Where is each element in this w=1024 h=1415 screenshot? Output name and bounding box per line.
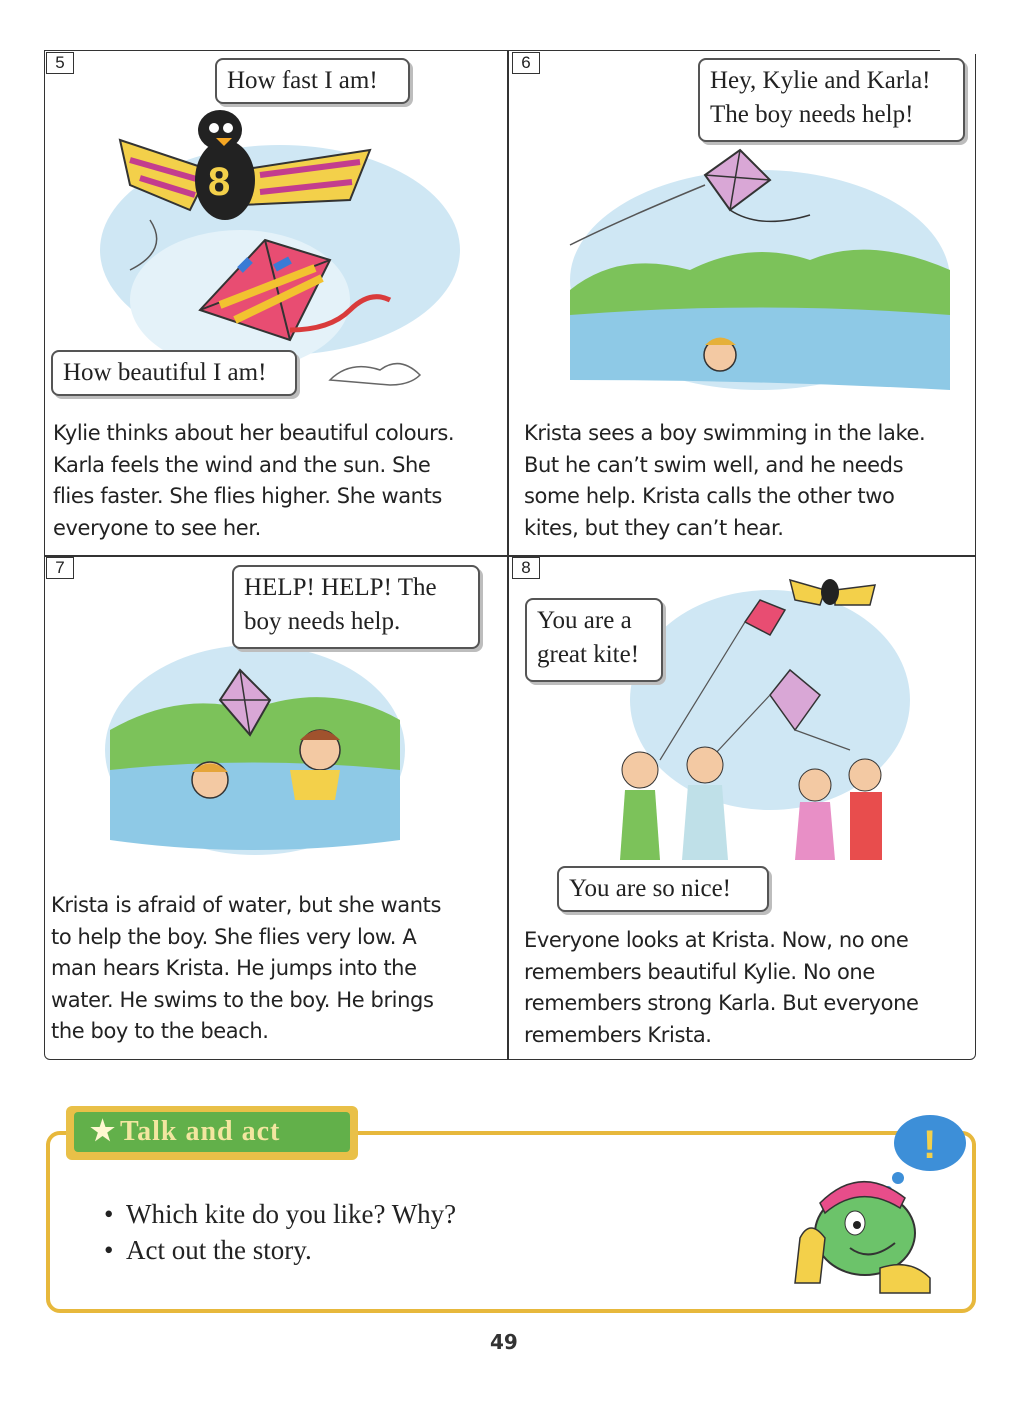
panel-number-5: 5 <box>46 52 74 74</box>
panel-7-caption <box>51 890 441 1048</box>
caption-line: the boy to the beach. <box>51 1019 269 1043</box>
speech-text: HELP! HELP! The <box>244 574 437 601</box>
caption-line: Krista sees a boy swimming in the lake. <box>524 421 926 445</box>
top-edge-fade <box>940 40 1024 54</box>
svg-text:8: 8 <box>208 160 231 204</box>
boy-in-water-icon <box>192 762 228 798</box>
talk-and-act-title: Talk and act <box>120 1116 281 1147</box>
speech-text: boy needs help. <box>244 608 401 635</box>
panel-number-7: 7 <box>46 557 74 579</box>
caption-line: Everyone looks at Krista. Now, no one <box>524 928 909 952</box>
talk-and-act-title-bar <box>74 1112 350 1152</box>
caption-line: Kylie thinks about her beautiful colours. <box>53 421 455 445</box>
mascot-illustration <box>780 1108 970 1298</box>
exclamation-mark: ! <box>923 1123 937 1167</box>
list-item: • Act out the story. <box>104 1232 456 1268</box>
star-icon: ★ <box>90 1116 117 1147</box>
speech-bubble-panel-5-bottom <box>51 350 297 396</box>
caption-line: flies faster. She flies higher. She wants <box>53 484 442 508</box>
speech-text: Hey, Kylie and Karla! <box>710 67 931 94</box>
panel-7-illustration <box>100 640 410 870</box>
panel-8-caption <box>524 925 919 1051</box>
speech-bubble-panel-7 <box>232 565 480 649</box>
speech-bubble-panel-6 <box>698 58 965 142</box>
speech-bubble-panel-8-kite <box>525 598 663 682</box>
panel-number-6: 6 <box>512 52 540 74</box>
panel-6-caption <box>524 418 925 544</box>
list-item: • Which kite do you like? Why? <box>104 1196 456 1232</box>
speech-text: You are a <box>537 607 632 634</box>
bird-kite-icon <box>790 579 875 605</box>
caption-line: to help the boy. She flies very low. A <box>51 924 417 949</box>
speech-text: You are so nice! <box>569 875 732 902</box>
thought-cloud-icon <box>884 1115 966 1194</box>
caption-line: Krista is afraid of water, but she wants <box>51 893 442 917</box>
talk-and-act-list <box>104 1196 456 1268</box>
caption-line: But he can’t swim well, and he needs <box>524 452 904 477</box>
speech-bubble-panel-8-nice <box>557 866 769 912</box>
caption-line: Karla feels the wind and the sun. She <box>53 452 431 477</box>
panel-number-8: 8 <box>512 557 540 579</box>
caption-line: man hears Krista. He jumps into the <box>51 956 417 980</box>
speech-text: The boy needs help! <box>710 101 914 128</box>
caption-line: some help. Krista calls the other two <box>524 484 895 508</box>
page-number: 49 <box>490 1330 518 1354</box>
panel-5-caption <box>53 418 454 544</box>
talk-and-act-header <box>66 1106 358 1160</box>
speech-bubble-panel-5-top <box>215 58 410 104</box>
speech-text: How fast I am! <box>227 67 378 94</box>
caption-line: remembers strong Karla. But everyone <box>524 991 919 1015</box>
speech-text: How beautiful I am! <box>63 359 267 386</box>
caption-line: kites, but they can’t hear. <box>524 515 784 540</box>
caption-line: remembers beautiful Kylie. No one <box>524 959 875 984</box>
grid-divider-horizontal <box>44 555 976 557</box>
panel-8-illustration <box>620 560 920 860</box>
caption-line: remembers Krista. <box>524 1022 712 1047</box>
panel-6-illustration <box>560 140 960 400</box>
caption-line: everyone to see her. <box>53 515 261 540</box>
drowning-boy-icon <box>704 338 736 372</box>
caption-line: water. He swims to the boy. He brings <box>51 987 434 1012</box>
turtle-mascot-icon <box>795 1182 930 1293</box>
speech-text: great kite! <box>537 641 640 668</box>
